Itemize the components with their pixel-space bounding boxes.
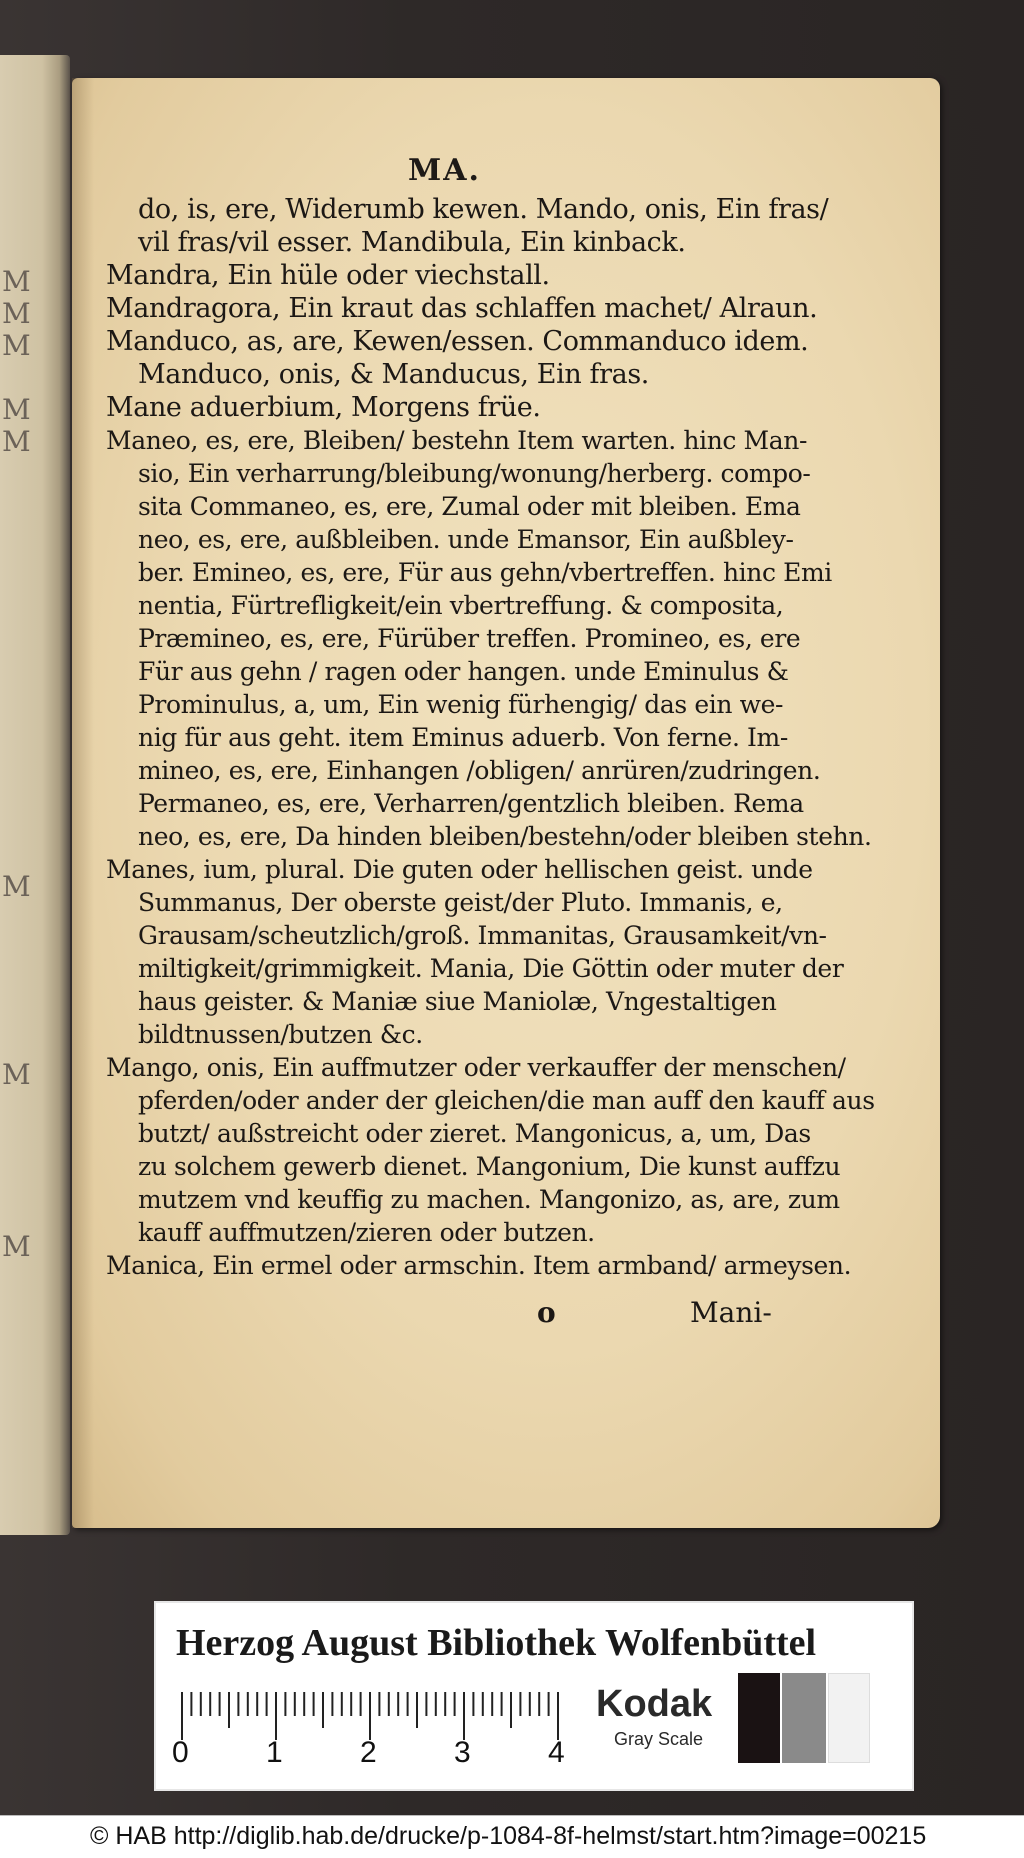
text-line: Grausam/scheutzlich/groß. Immanitas, Grausamkeit/vn- [138,921,827,950]
text-line: miltigkeit/grimmigkeit. Mania, Die Göttin oder muter der [138,954,844,983]
text-line: haus geister. & Maniæ siue Maniolæ, Vngestaltigen [138,987,777,1016]
text-line: sita Commaneo, es, ere, Zumal oder mit bleiben. Ema [138,492,801,521]
text-line: mineo, es, ere, Einhangen /obligen/ anrüren/zudringen. [138,756,821,785]
black-swatch [738,1673,780,1763]
text-line: vil fras/vil esser. Mandibula, Ein kinback. [138,227,686,258]
text-line: neo, es, ere, außbleiben. unde Emansor, Ein außbley- [138,525,794,554]
spine-shadow [72,78,94,1528]
text-line: nentia, Fürtrefligkeit/ein vbertreffung. & composita, [138,591,784,620]
text-line: mutzem vnd keuffig zu machen. Mangonizo, as, are, zum [138,1185,840,1214]
text-line: butzt/ außstreicht oder zieret. Mangonicus, a, um, Das [138,1119,811,1148]
text-line: neo, es, ere, Da hinden bleiben/bestehn/oder bleiben stehn. [138,822,872,851]
gray-swatch [782,1673,826,1763]
page-text [106,193,906,1282]
ruler-label: 2 [360,1736,377,1769]
text-line: ber. Emineo, es, ere, Für aus gehn/vbertreffen. hinc Emi [138,558,832,587]
footer-bar [0,1815,1024,1858]
text-line: Manduco, onis, & Manducus, Ein fras. [138,359,649,390]
library-title: Herzog August Bibliothek Wolfenbüttel [176,1622,817,1664]
text-line: nig für aus geht. item Eminus aduerb. Von ferne. Im- [138,723,788,752]
previous-page-edge [0,55,70,1535]
ruler-label: 1 [266,1736,283,1769]
text-line: pferden/oder ander der gleichen/die man auff den kauff aus [138,1086,875,1115]
previous-page-marks: M M M M M M M M [2,265,31,1263]
text-line: kauff auffmutzen/zieren oder butzen. [138,1218,595,1247]
text-line: Mango, onis, Ein auffmutzer oder verkauffer der menschen/ [106,1053,846,1082]
gray-scale-label: Gray Scale [614,1729,704,1749]
text-line: Mandragora, Ein kraut das schlaffen machet/ Alraun. [106,293,818,324]
kodak-logo: Kodak [596,1683,713,1725]
ruler-label: 0 [172,1736,189,1769]
text-line: Manduco, as, are, Kewen/essen. Commanduco idem. [106,326,809,357]
text-line: Prominulus, a, um, Ein wenig fürhengig/ das ein we- [138,690,784,719]
text-line: Permaneo, es, ere, Verharren/gentzlich bleiben. Rema [138,789,804,818]
text-line: Manes, ium, plural. Die guten oder hellischen geist. unde [106,855,813,884]
copyright-text: © HAB http://diglib.hab.de/drucke/p-1084-8f-helmst/start.htm?image=00215 [90,1822,927,1850]
ruler-label: 4 [548,1736,565,1769]
page-header: MA. [408,153,481,188]
signature-mark: o [537,1296,556,1329]
color-card [154,1601,914,1791]
ruler-label: 3 [454,1736,471,1769]
book-page [72,78,940,1528]
text-line: do, is, ere, Widerumb kewen. Mando, onis, Ein fras/ [138,194,829,225]
text-line: Für aus gehn / ragen oder hangen. unde Eminulus & [138,657,789,686]
text-line: sio, Ein verharrung/bleibung/wonung/herberg. compo- [138,459,811,488]
text-line: Maneo, es, ere, Bleiben/ bestehn Item warten. hinc Man- [106,426,807,455]
text-line: Mandra, Ein hüle oder viechstall. [106,260,550,291]
white-swatch [828,1673,870,1763]
text-line: Manica, Ein ermel oder armschin. Item armband/ armeysen. [106,1251,852,1280]
text-line: bildtnussen/butzen &c. [138,1020,423,1049]
text-line: Præmineo, es, ere, Fürüber treffen. Promineo, es, ere [138,624,801,653]
catchword: Mani- [690,1296,772,1329]
text-line: Summanus, Der oberste geist/der Pluto. Immanis, e, [138,888,783,917]
text-line: zu solchem gewerb dienet. Mangonium, Die kunst auffzu [138,1152,841,1181]
text-line: Mane aduerbium, Morgens früe. [106,392,541,423]
